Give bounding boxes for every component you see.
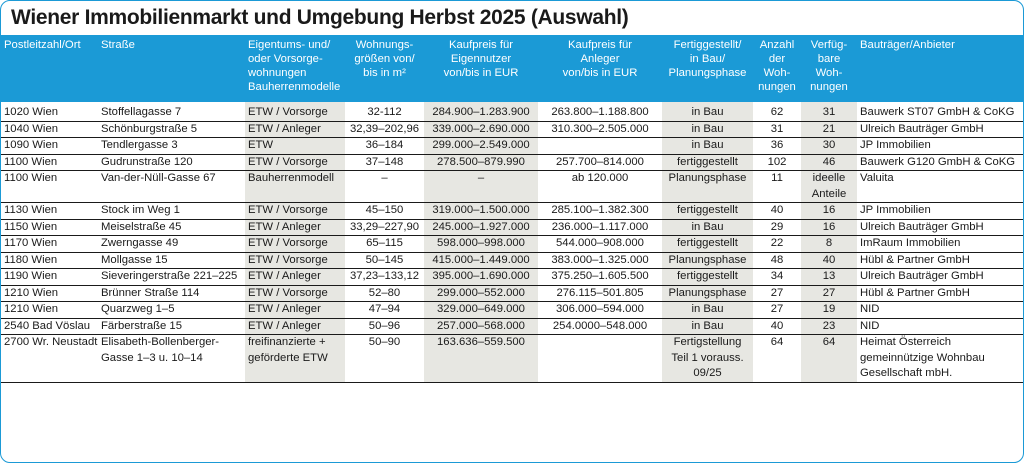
cell-status: in Bau	[662, 138, 753, 155]
cell-verfuegbar: 19	[801, 302, 857, 319]
cell-strasse: Brünner Straße 114	[98, 285, 245, 302]
cell-groesse: 36–184	[345, 138, 424, 155]
cell-art: ETW / Anleger	[245, 121, 345, 138]
cell-verfuegbar: 46	[801, 154, 857, 171]
column-header-line: Planungsphase	[668, 67, 747, 79]
column-header-ort	[1, 35, 98, 102]
cell-strasse: Schönburgstraße 5	[98, 121, 245, 138]
cell-bautraeger: Bauwerk G120 GmbH & CoKG	[857, 154, 1023, 171]
table-row	[1, 203, 1023, 220]
table-row	[1, 219, 1023, 236]
cell-strasse: Stock im Weg 1	[98, 203, 245, 220]
cell-verfuegbar: 40	[801, 252, 857, 269]
cell-strasse: Färberstraße 15	[98, 318, 245, 335]
column-header-line: nungen	[758, 81, 796, 93]
cell-kaufpreis_eigen: 245.000–1.927.000	[424, 219, 538, 236]
column-header-line: Anleger	[580, 53, 620, 65]
cell-kaufpreis_anleger: 236.000–1.117.000	[538, 219, 662, 236]
cell-verfuegbar: 23	[801, 318, 857, 335]
cell-groesse: 50–96	[345, 318, 424, 335]
cell-status: fertiggestellt	[662, 154, 753, 171]
cell-anzahl: 40	[753, 203, 801, 220]
cell-kaufpreis_eigen: 598.000–998.000	[424, 236, 538, 253]
cell-ort: 1020 Wien	[1, 102, 98, 121]
cell-bautraeger: Ulreich Bauträger GmbH	[857, 121, 1023, 138]
cell-ort: 1100 Wien	[1, 171, 98, 203]
cell-ort: 2540 Bad Vöslau	[1, 318, 98, 335]
column-header-line: von/bis in EUR	[443, 67, 519, 79]
cell-anzahl: 31	[753, 121, 801, 138]
cell-anzahl: 36	[753, 138, 801, 155]
column-header-line: nungen	[810, 81, 848, 93]
cell-art: ETW / Vorsorge	[245, 102, 345, 121]
cell-kaufpreis_eigen: 257.000–568.000	[424, 318, 538, 335]
cell-status: fertiggestellt	[662, 203, 753, 220]
cell-art: ETW / Anleger	[245, 219, 345, 236]
column-header-line: Bauträger/Anbieter	[860, 39, 955, 51]
cell-status: Planungsphase	[662, 252, 753, 269]
table-body	[1, 102, 1023, 382]
cell-groesse: 33,29–227,90	[345, 219, 424, 236]
cell-status: Planungsphase	[662, 171, 753, 203]
cell-anzahl: 22	[753, 236, 801, 253]
column-header-line: größen von/	[354, 53, 415, 65]
cell-art: ETW / Vorsorge	[245, 236, 345, 253]
cell-ort: 1130 Wien	[1, 203, 98, 220]
cell-kaufpreis_eigen: 299.000–2.549.000	[424, 138, 538, 155]
cell-art: ETW / Vorsorge	[245, 154, 345, 171]
cell-ort: 2700 Wr. Neustadt	[1, 335, 98, 383]
cell-groesse: 45–150	[345, 203, 424, 220]
cell-strasse: Van-der-Nüll-Gasse 67	[98, 171, 245, 203]
cell-kaufpreis_anleger	[538, 138, 662, 155]
table-header	[1, 35, 1023, 102]
table-row	[1, 236, 1023, 253]
table-row	[1, 102, 1023, 121]
cell-groesse: 52–80	[345, 285, 424, 302]
cell-kaufpreis_anleger: 310.300–2.505.000	[538, 121, 662, 138]
column-header-bautraeger	[857, 35, 1023, 102]
cell-kaufpreis_anleger	[538, 335, 662, 383]
cell-status: in Bau	[662, 102, 753, 121]
cell-verfuegbar: 30	[801, 138, 857, 155]
cell-status: Planungsphase	[662, 285, 753, 302]
table-row	[1, 302, 1023, 319]
column-header-line: Kaufpreis für	[448, 39, 514, 51]
cell-bautraeger: NID	[857, 302, 1023, 319]
cell-ort: 1180 Wien	[1, 252, 98, 269]
cell-bautraeger: Ulreich Bauträger GmbH	[857, 269, 1023, 286]
cell-status: fertiggestellt	[662, 269, 753, 286]
cell-groesse: 37,23–133,12	[345, 269, 424, 286]
cell-art: ETW / Vorsorge	[245, 203, 345, 220]
cell-verfuegbar: 16	[801, 203, 857, 220]
cell-bautraeger: Ulreich Bauträger GmbH	[857, 219, 1023, 236]
cell-ort: 1090 Wien	[1, 138, 98, 155]
cell-ort: 1150 Wien	[1, 219, 98, 236]
column-header-line: in Bau/	[689, 53, 726, 65]
real-estate-table	[1, 35, 1023, 383]
page-title: Wiener Immobilienmarkt und Umgebung Herbst 2025 (Auswahl)	[11, 6, 629, 29]
cell-strasse: Quarzweg 1–5	[98, 302, 245, 319]
column-header-line: Eigentums- und/	[248, 39, 331, 51]
column-header-line: der Woh-	[763, 53, 791, 79]
cell-kaufpreis_eigen: 395.000–1.690.000	[424, 269, 538, 286]
cell-status: in Bau	[662, 121, 753, 138]
cell-strasse: Elisabeth-Bollenberger-Gasse 1–3 u. 10–14	[98, 335, 245, 383]
cell-kaufpreis_anleger: 254.0000–548.000	[538, 318, 662, 335]
cell-bautraeger: Hübl & Partner GmbH	[857, 252, 1023, 269]
cell-anzahl: 102	[753, 154, 801, 171]
column-header-status	[662, 35, 753, 102]
cell-groesse: 32,39–202,96	[345, 121, 424, 138]
cell-bautraeger: JP Immobilien	[857, 203, 1023, 220]
table-row	[1, 121, 1023, 138]
cell-kaufpreis_anleger: 285.100–1.382.300	[538, 203, 662, 220]
cell-art: ETW	[245, 138, 345, 155]
cell-ort: 1040 Wien	[1, 121, 98, 138]
cell-verfuegbar: 8	[801, 236, 857, 253]
table-row	[1, 138, 1023, 155]
cell-kaufpreis_eigen: 329.000–649.000	[424, 302, 538, 319]
cell-ort: 1100 Wien	[1, 154, 98, 171]
cell-anzahl: 27	[753, 285, 801, 302]
cell-kaufpreis_anleger: 544.000–908.000	[538, 236, 662, 253]
column-header-line: Kaufpreis für	[567, 39, 633, 51]
column-header-line: Verfüg-	[810, 39, 848, 51]
cell-kaufpreis_eigen: 278.500–879.990	[424, 154, 538, 171]
cell-strasse: Stoffellagasse 7	[98, 102, 245, 121]
column-header-line: Fertiggestellt/	[673, 39, 742, 51]
cell-verfuegbar: 16	[801, 219, 857, 236]
cell-strasse: Zwerngasse 49	[98, 236, 245, 253]
cell-anzahl: 27	[753, 302, 801, 319]
column-header-line: Wohnungs-	[355, 39, 414, 51]
cell-art: ETW / Anleger	[245, 318, 345, 335]
table-row	[1, 335, 1023, 383]
column-header-line: Straße	[101, 39, 135, 51]
cell-art: freifinanzierte + geförderte ETW	[245, 335, 345, 383]
cell-anzahl: 34	[753, 269, 801, 286]
cell-art: ETW / Vorsorge	[245, 285, 345, 302]
table-row	[1, 171, 1023, 203]
cell-bautraeger: Bauwerk ST07 GmbH & CoKG	[857, 102, 1023, 121]
cell-status: in Bau	[662, 302, 753, 319]
cell-verfuegbar: 13	[801, 269, 857, 286]
cell-strasse: Mollgasse 15	[98, 252, 245, 269]
cell-anzahl: 64	[753, 335, 801, 383]
column-header-line: Eigennutzer	[450, 53, 512, 65]
cell-groesse: 47–94	[345, 302, 424, 319]
column-header-line: oder Vorsorge-	[248, 53, 323, 65]
column-header-line: bare Woh-	[815, 53, 843, 79]
table-row	[1, 269, 1023, 286]
cell-bautraeger: Heimat Österreich gemeinnützige Wohnbau Gesellschaft mbH.	[857, 335, 1023, 383]
cell-anzahl: 48	[753, 252, 801, 269]
cell-bautraeger: Hübl & Partner GmbH	[857, 285, 1023, 302]
cell-kaufpreis_anleger: 375.250–1.605.500	[538, 269, 662, 286]
column-header-line: Postleitzahl/Ort	[4, 39, 81, 51]
cell-bautraeger: Valuita	[857, 171, 1023, 203]
cell-strasse: Gudrunstraße 120	[98, 154, 245, 171]
cell-status: fertiggestellt	[662, 236, 753, 253]
column-header-line: Bauherrenmodelle	[248, 81, 341, 93]
cell-ort: 1190 Wien	[1, 269, 98, 286]
cell-verfuegbar: 64	[801, 335, 857, 383]
cell-bautraeger: ImRaum Immobilien	[857, 236, 1023, 253]
cell-groesse: 37–148	[345, 154, 424, 171]
table-row	[1, 318, 1023, 335]
cell-ort: 1170 Wien	[1, 236, 98, 253]
cell-groesse: 32-112	[345, 102, 424, 121]
cell-anzahl: 62	[753, 102, 801, 121]
cell-kaufpreis_anleger: 263.800–1.188.800	[538, 102, 662, 121]
column-header-line: Anzahl	[759, 39, 795, 51]
cell-status: Fertigstellung Teil 1 vorauss. 09/25	[662, 335, 753, 383]
cell-kaufpreis_eigen: 163.636–559.500	[424, 335, 538, 383]
cell-kaufpreis_anleger: 383.000–1.325.000	[538, 252, 662, 269]
column-header-art	[245, 35, 345, 102]
column-header-groesse	[345, 35, 424, 102]
cell-kaufpreis_anleger: ab 120.000	[538, 171, 662, 203]
cell-verfuegbar: 31	[801, 102, 857, 121]
cell-kaufpreis_eigen: 415.000–1.449.000	[424, 252, 538, 269]
table-row	[1, 252, 1023, 269]
column-header-kaufpreis_anleger	[538, 35, 662, 102]
cell-art: ETW / Anleger	[245, 302, 345, 319]
cell-anzahl: 11	[753, 171, 801, 203]
cell-verfuegbar: ideelle Anteile	[801, 171, 857, 203]
column-header-line: von/bis in EUR	[562, 67, 638, 79]
cell-status: in Bau	[662, 318, 753, 335]
cell-kaufpreis_anleger: 276.115–501.805	[538, 285, 662, 302]
column-header-line: wohnungen	[248, 67, 307, 79]
cell-art: ETW / Anleger	[245, 269, 345, 286]
cell-status: in Bau	[662, 219, 753, 236]
column-header-kaufpreis_eigen	[424, 35, 538, 102]
cell-kaufpreis_eigen: 299.000–552.000	[424, 285, 538, 302]
column-header-anzahl	[753, 35, 801, 102]
table-row	[1, 285, 1023, 302]
cell-verfuegbar: 21	[801, 121, 857, 138]
column-header-strasse	[98, 35, 245, 102]
cell-strasse: Meiselstraße 45	[98, 219, 245, 236]
cell-verfuegbar: 27	[801, 285, 857, 302]
cell-kaufpreis_eigen: 339.000–2.690.000	[424, 121, 538, 138]
cell-kaufpreis_anleger: 306.000–594.000	[538, 302, 662, 319]
cell-anzahl: 29	[753, 219, 801, 236]
column-header-line: bis in m²	[363, 67, 406, 79]
table-row	[1, 154, 1023, 171]
cell-kaufpreis_anleger: 257.700–814.000	[538, 154, 662, 171]
cell-strasse: Tendlergasse 3	[98, 138, 245, 155]
cell-groesse: 50–145	[345, 252, 424, 269]
cell-art: ETW / Vorsorge	[245, 252, 345, 269]
cell-anzahl: 40	[753, 318, 801, 335]
cell-groesse: 65–115	[345, 236, 424, 253]
cell-ort: 1210 Wien	[1, 302, 98, 319]
cell-groesse: –	[345, 171, 424, 203]
cell-kaufpreis_eigen: 319.000–1.500.000	[424, 203, 538, 220]
cell-kaufpreis_eigen: 284.900–1.283.900	[424, 102, 538, 121]
cell-bautraeger: JP Immobilien	[857, 138, 1023, 155]
cell-strasse: Sieveringerstraße 221–225	[98, 269, 245, 286]
cell-groesse: 50–90	[345, 335, 424, 383]
cell-bautraeger: NID	[857, 318, 1023, 335]
cell-kaufpreis_eigen: –	[424, 171, 538, 203]
column-header-verfuegbar	[801, 35, 857, 102]
cell-ort: 1210 Wien	[1, 285, 98, 302]
cell-art: Bauherrenmodell	[245, 171, 345, 203]
